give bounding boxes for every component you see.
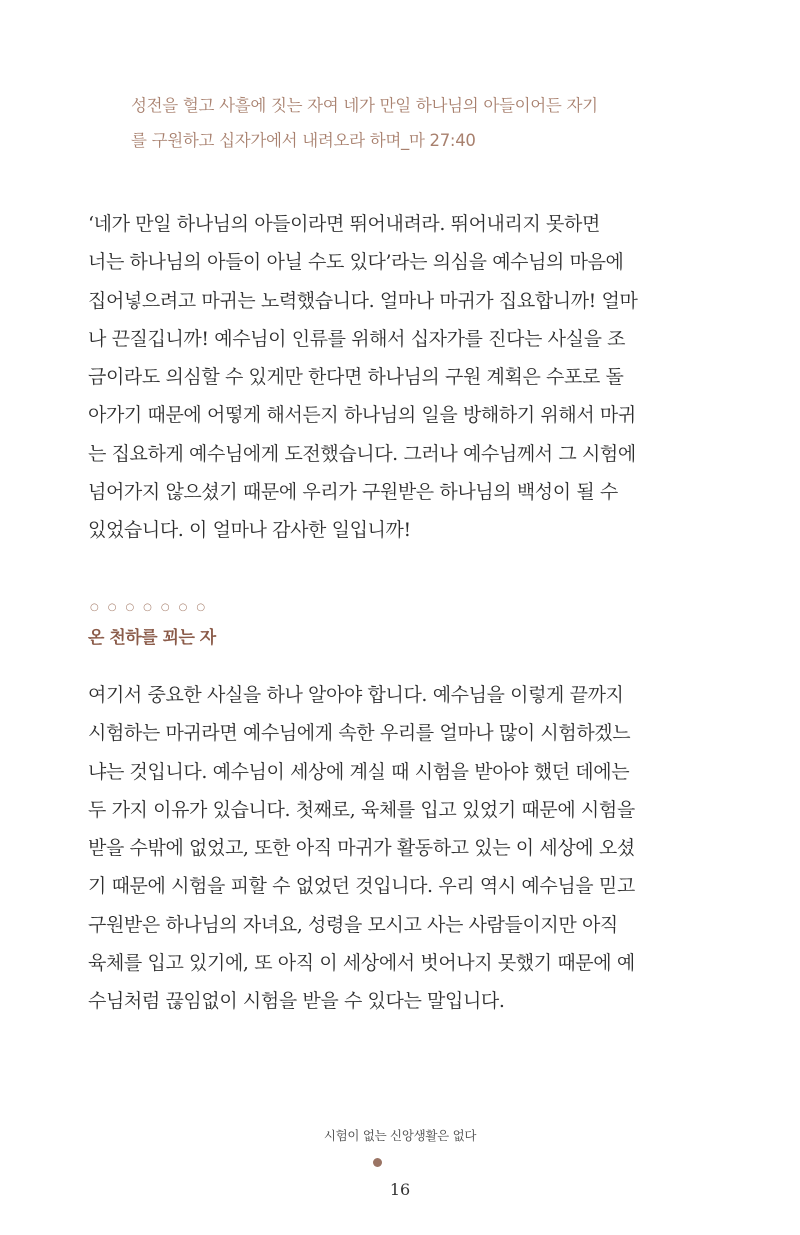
quote-line: 성전을 헐고 사흘에 짓는 자여 네가 만일 하나님의 아들이어든 자기 <box>131 96 598 115</box>
footer-dot-ornament <box>373 1158 382 1167</box>
paragraph-line: ‘네가 만일 하나님의 아들이라면 뛰어내려라. 뛰어내리지 못하면 <box>88 213 600 235</box>
paragraph-line: 기 때문에 시험을 피할 수 없었던 것입니다. 우리 역시 예수님을 믿고 <box>88 875 635 898</box>
section-divider-dots: ○○○○○○○ <box>90 602 215 613</box>
paragraph-line: 육체를 입고 있기에, 또 아직 이 세상에서 벗어나지 못했기 때문에 예 <box>88 952 635 975</box>
paragraph-line: 받을 수밖에 없었고, 또한 아직 마귀가 활동하고 있는 이 세상에 오셨 <box>88 837 635 860</box>
page-number: 16 <box>389 1180 411 1199</box>
paragraph-line: 있었습니다. 이 얼마나 감사한 일입니까! <box>88 519 411 542</box>
paragraph-line: 집어넣으려고 마귀는 노력했습니다. 얼마나 마귀가 집요합니까! 얼마 <box>88 289 638 312</box>
body-paragraph-1 <box>88 205 688 550</box>
quote-line: 를 구원하고 십자가에서 내려오라 하며_마 27:40 <box>131 131 476 150</box>
paragraph-line: 아가기 때문에 어떻게 해서든지 하나님의 일을 방해하기 위해서 마귀 <box>88 404 636 427</box>
paragraph-line: 는 집요하게 예수님에게 도전했습니다. 그러나 예수님께서 그 시험에 <box>88 442 636 465</box>
paragraph-line: 여기서 중요한 사실을 하나 알아야 합니다. 예수님을 이렇게 끝까지 <box>88 684 624 706</box>
paragraph-line: 구원받은 하나님의 자녀요, 성령을 모시고 사는 사람들이지만 아직 <box>88 913 618 936</box>
paragraph-line: 나 끈질깁니까! 예수님이 인류를 위해서 십자가를 진다는 사실을 조 <box>88 327 626 350</box>
body-paragraph-2 <box>88 676 688 1021</box>
paragraph-line: 너는 하나님의 아들이 아닐 수도 있다’라는 의심을 예수님의 마음에 <box>88 251 624 274</box>
paragraph-line: 두 가지 이유가 있습니다. 첫째로, 육체를 입고 있었기 때문에 시험을 <box>88 798 635 821</box>
paragraph-line: 수님처럼 끊임없이 시험을 받을 수 있다는 말입니다. <box>88 990 505 1013</box>
paragraph-line: 시험하는 마귀라면 예수님에게 속한 우리를 얼마나 많이 시험하겠느 <box>88 722 631 745</box>
section-heading: 온 천하를 꾀는 자 <box>88 628 216 648</box>
scripture-quote <box>131 88 691 158</box>
paragraph-line: 금이라도 의심할 수 있게만 한다면 하나님의 구원 계획은 수포로 돌 <box>88 366 624 389</box>
running-footer-title: 시험이 없는 신앙생활은 없다 <box>323 1128 477 1143</box>
paragraph-line: 넘어가지 않으셨기 때문에 우리가 구원받은 하나님의 백성이 될 수 <box>88 481 618 504</box>
paragraph-line: 냐는 것입니다. 예수님이 세상에 계실 때 시험을 받아야 했던 데에는 <box>88 760 630 783</box>
